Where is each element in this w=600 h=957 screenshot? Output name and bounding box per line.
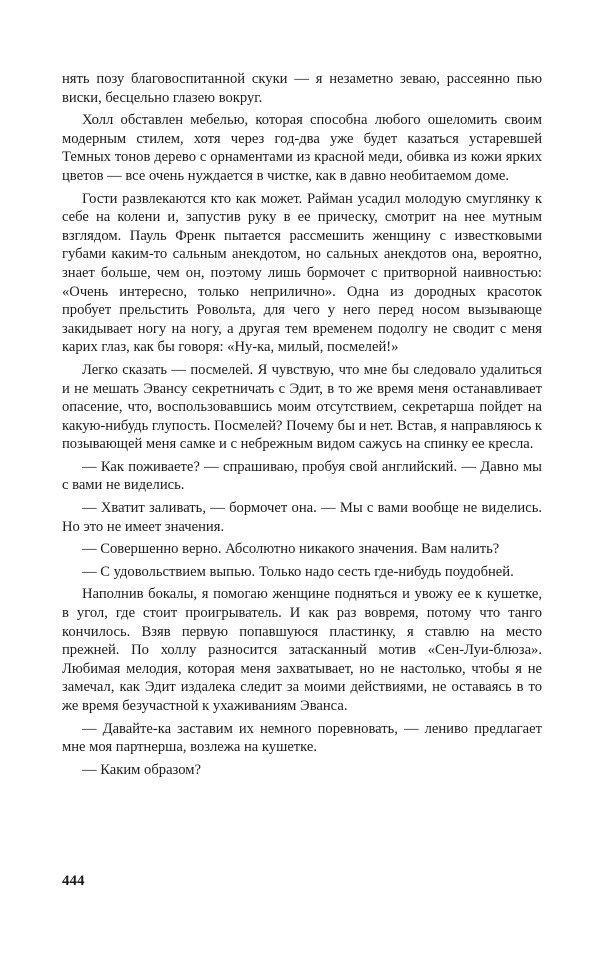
dialogue-line: — Давайте-ка заставим их немного поревновать, — лениво предлагает мне моя партнерша, возлежа на кушетке. — [62, 720, 542, 756]
dialogue-line: — С удовольствием выпью. Только надо сесть где-нибудь поудобней. — [82, 563, 514, 580]
paragraph: Легко сказать — посмелей. Я чувствую, что мне бы следовало удалиться и не мешать Эвансу секретничать с Эдит, в то же время меня останавливает опасение, что, воспользовавшись моим отсутствием, секретарша пойдет на какую-нибудь глупость. Посмелей? Почему бы и нет. Встав, я направляюсь к позывающей меня самке и с небрежным видом сажусь на спинку ее кресла. — [62, 361, 542, 453]
dialogue-line: — Как поживаете? — спрашиваю, пробуя свой английский. — Давно мы с вами не виделись. — [62, 458, 542, 494]
page-text — [62, 70, 542, 783]
dialogue-line: — Каким образом? — [82, 761, 201, 778]
page-number: 444 — [62, 873, 85, 889]
paragraph: Наполнив бокалы, я помогаю женщине подняться и увожу ее к кушетке, в угол, где стоит проигрыватель. И как раз вовремя, потому что танго кончилось. Взяв первую попавшуюся пластинку, я ставлю на место прежней. По холлу разносится затасканный мотив «Сен-Луи-блюза». Любимая мелодия, которая меня захватывает, но не настолько, чтобы я не замечал, как Эдит издалека следит за моими действиями, не оставаясь в то же время безучастной к ухаживаниям Эванса. — [62, 586, 542, 714]
dialogue-line: — Совершенно верно. Абсолютно никакого значения. Вам налить? — [82, 541, 500, 558]
paragraph: нять позу благовоспитанной скуки — я незаметно зеваю, рассеянно пью виски, бесцельно глазею вокруг. — [62, 71, 542, 106]
paragraph: Гости развлекаются кто как может. Райман усадил молодую смуглянку к себе на колени и, запустив руку в ее прическу, смотрит на нее мутным взглядом. Пауль Френк пытается рассмешить женщину с известковыми губами каким-то сальным анекдотом, но сальных анекдотов она, вероятно, знает больше, чем он, поэтому лишь бормочет с притворной наивностью: «Очень интересно, только неприлично». Одна из дородных красоток пробует прельстить Ровольта, для чего у него перед носом вызывающе закидывает ногу на ногу, а другая тем временем подолгу не сводит с меня карих глаз, как бы говоря: «Ну-ка, милый, посмелей!» — [62, 190, 542, 356]
dialogue-line: — Хватит заливать, — бормочет она. — Мы с вами вообще не виделись. Но это не имеет значения. — [62, 500, 542, 535]
paragraph: Холл обставлен мебелью, которая способна любого ошеломить своим модерным стилем, хотя через год-два уже будет казаться устаревшей Темных тонов дерево с орнаментами из красной меди, обивка из кожи ярких цветов — все очень нуждается в чистке, как в давно необитаемом доме. — [62, 112, 542, 184]
